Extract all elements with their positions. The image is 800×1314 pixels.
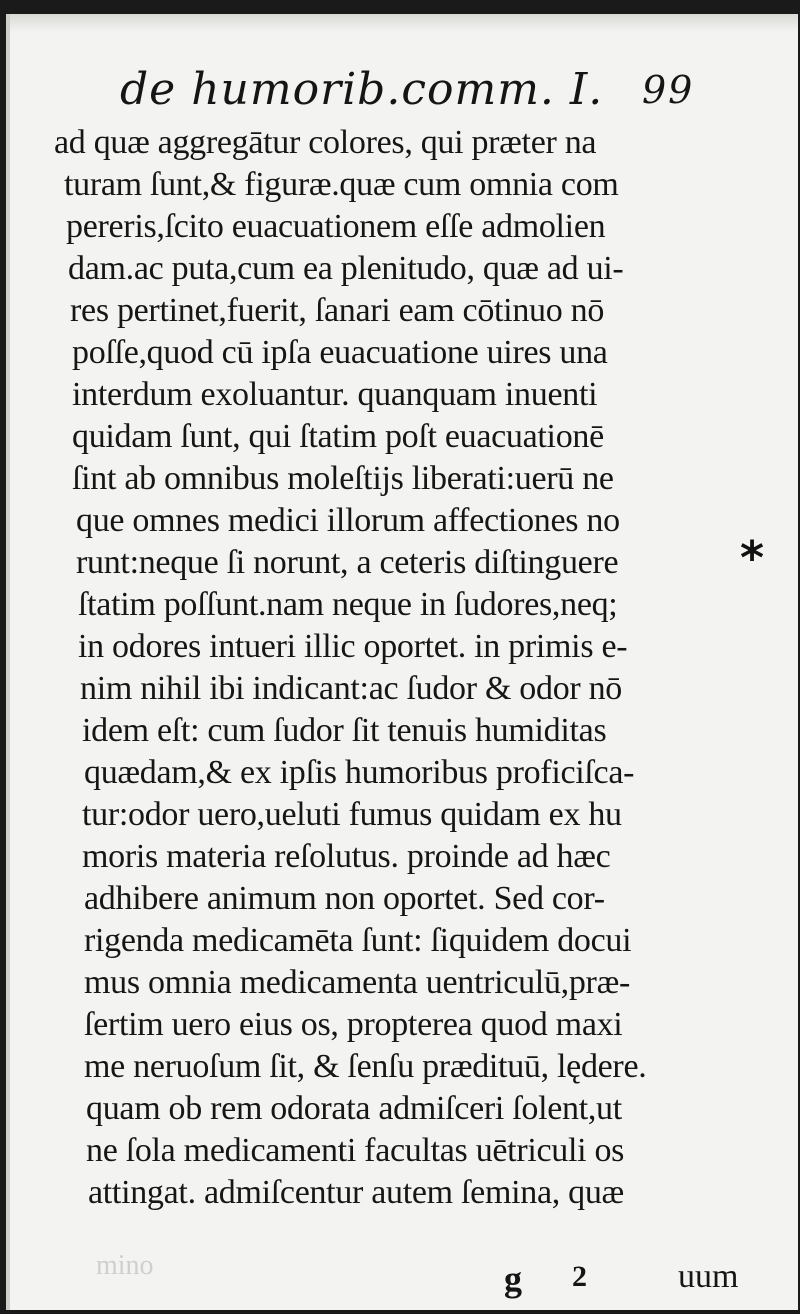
text-line: in odores intueri illic oportet. in primis e- [78,628,628,665]
signature-number: 2 [572,1260,587,1293]
text-line: quidam ſunt, qui ſtatim poſt euacuationē [72,418,604,455]
text-line: interdum exoluantur. quanquam inuenti [72,376,598,413]
catchword: uum [678,1258,739,1295]
text-line: turam ſunt,& figuræ.quæ cum omnia com [64,166,619,203]
running-head: de humorib.comm. I. [120,64,604,115]
text-line: dam.ac puta,cum ea plenitudo, quæ ad ui- [68,250,624,287]
book-page [6,14,798,1310]
text-line: quædam,& ex ipſis humoribus proficiſca- [84,754,635,791]
page-number: 99 [642,68,695,112]
signature-letter: g [504,1259,522,1299]
text-line: me neruoſum ſit, & ſenſu prædituū, lędere. [84,1048,647,1085]
text-line: poſſe,quod cū ipſa euacuatione uires una [72,334,608,371]
text-line: que omnes medici illorum affectiones no [76,502,620,539]
text-line: quam ob rem odorata admiſceri ſolent,ut [86,1090,622,1127]
text-line: pereris,ſcito euacuationem eſſe admolien [66,208,606,245]
bleed-through-text: mino [96,1250,154,1281]
text-line: idem eſt: cum ſudor ſit tenuis humiditas [82,712,607,749]
text-line: moris materia reſolutus. proinde ad hæc [82,838,611,875]
text-line: tur:odor uero,ueluti fumus quidam ex hu [82,796,622,833]
asterisk-margin-mark: * [740,531,765,585]
text-line: nim nihil ibi indicant:ac ſudor & odor nō [80,670,623,707]
text-line: ſertim uero eius os, propterea quod maxi [84,1006,623,1043]
text-line: adhibere animum non oportet. Sed cor- [84,880,605,917]
text-line: attingat. admiſcentur autem ſemina, quæ [88,1174,624,1211]
text-line: runt:neque ſi norunt, a ceteris diſtinguere [76,544,619,581]
text-line: mus omnia medicamenta uentriculū,præ- [84,964,630,1001]
text-line: res pertinet,fuerit, ſanari eam cōtinuo nō [70,292,605,329]
text-line: rigenda medicamēta ſunt: ſiquidem docui [84,922,632,959]
text-line: ne ſola medicamenti facultas uētriculi os [86,1132,625,1169]
text-line: ad quæ aggregātur colores, qui præter na [54,124,597,161]
text-line: ſint ab omnibus moleſtijs liberati:uerū ne [72,460,614,497]
text-line: ſtatim poſſunt.nam neque in ſudores,neq; [78,586,618,623]
main-text-block [54,122,734,1214]
